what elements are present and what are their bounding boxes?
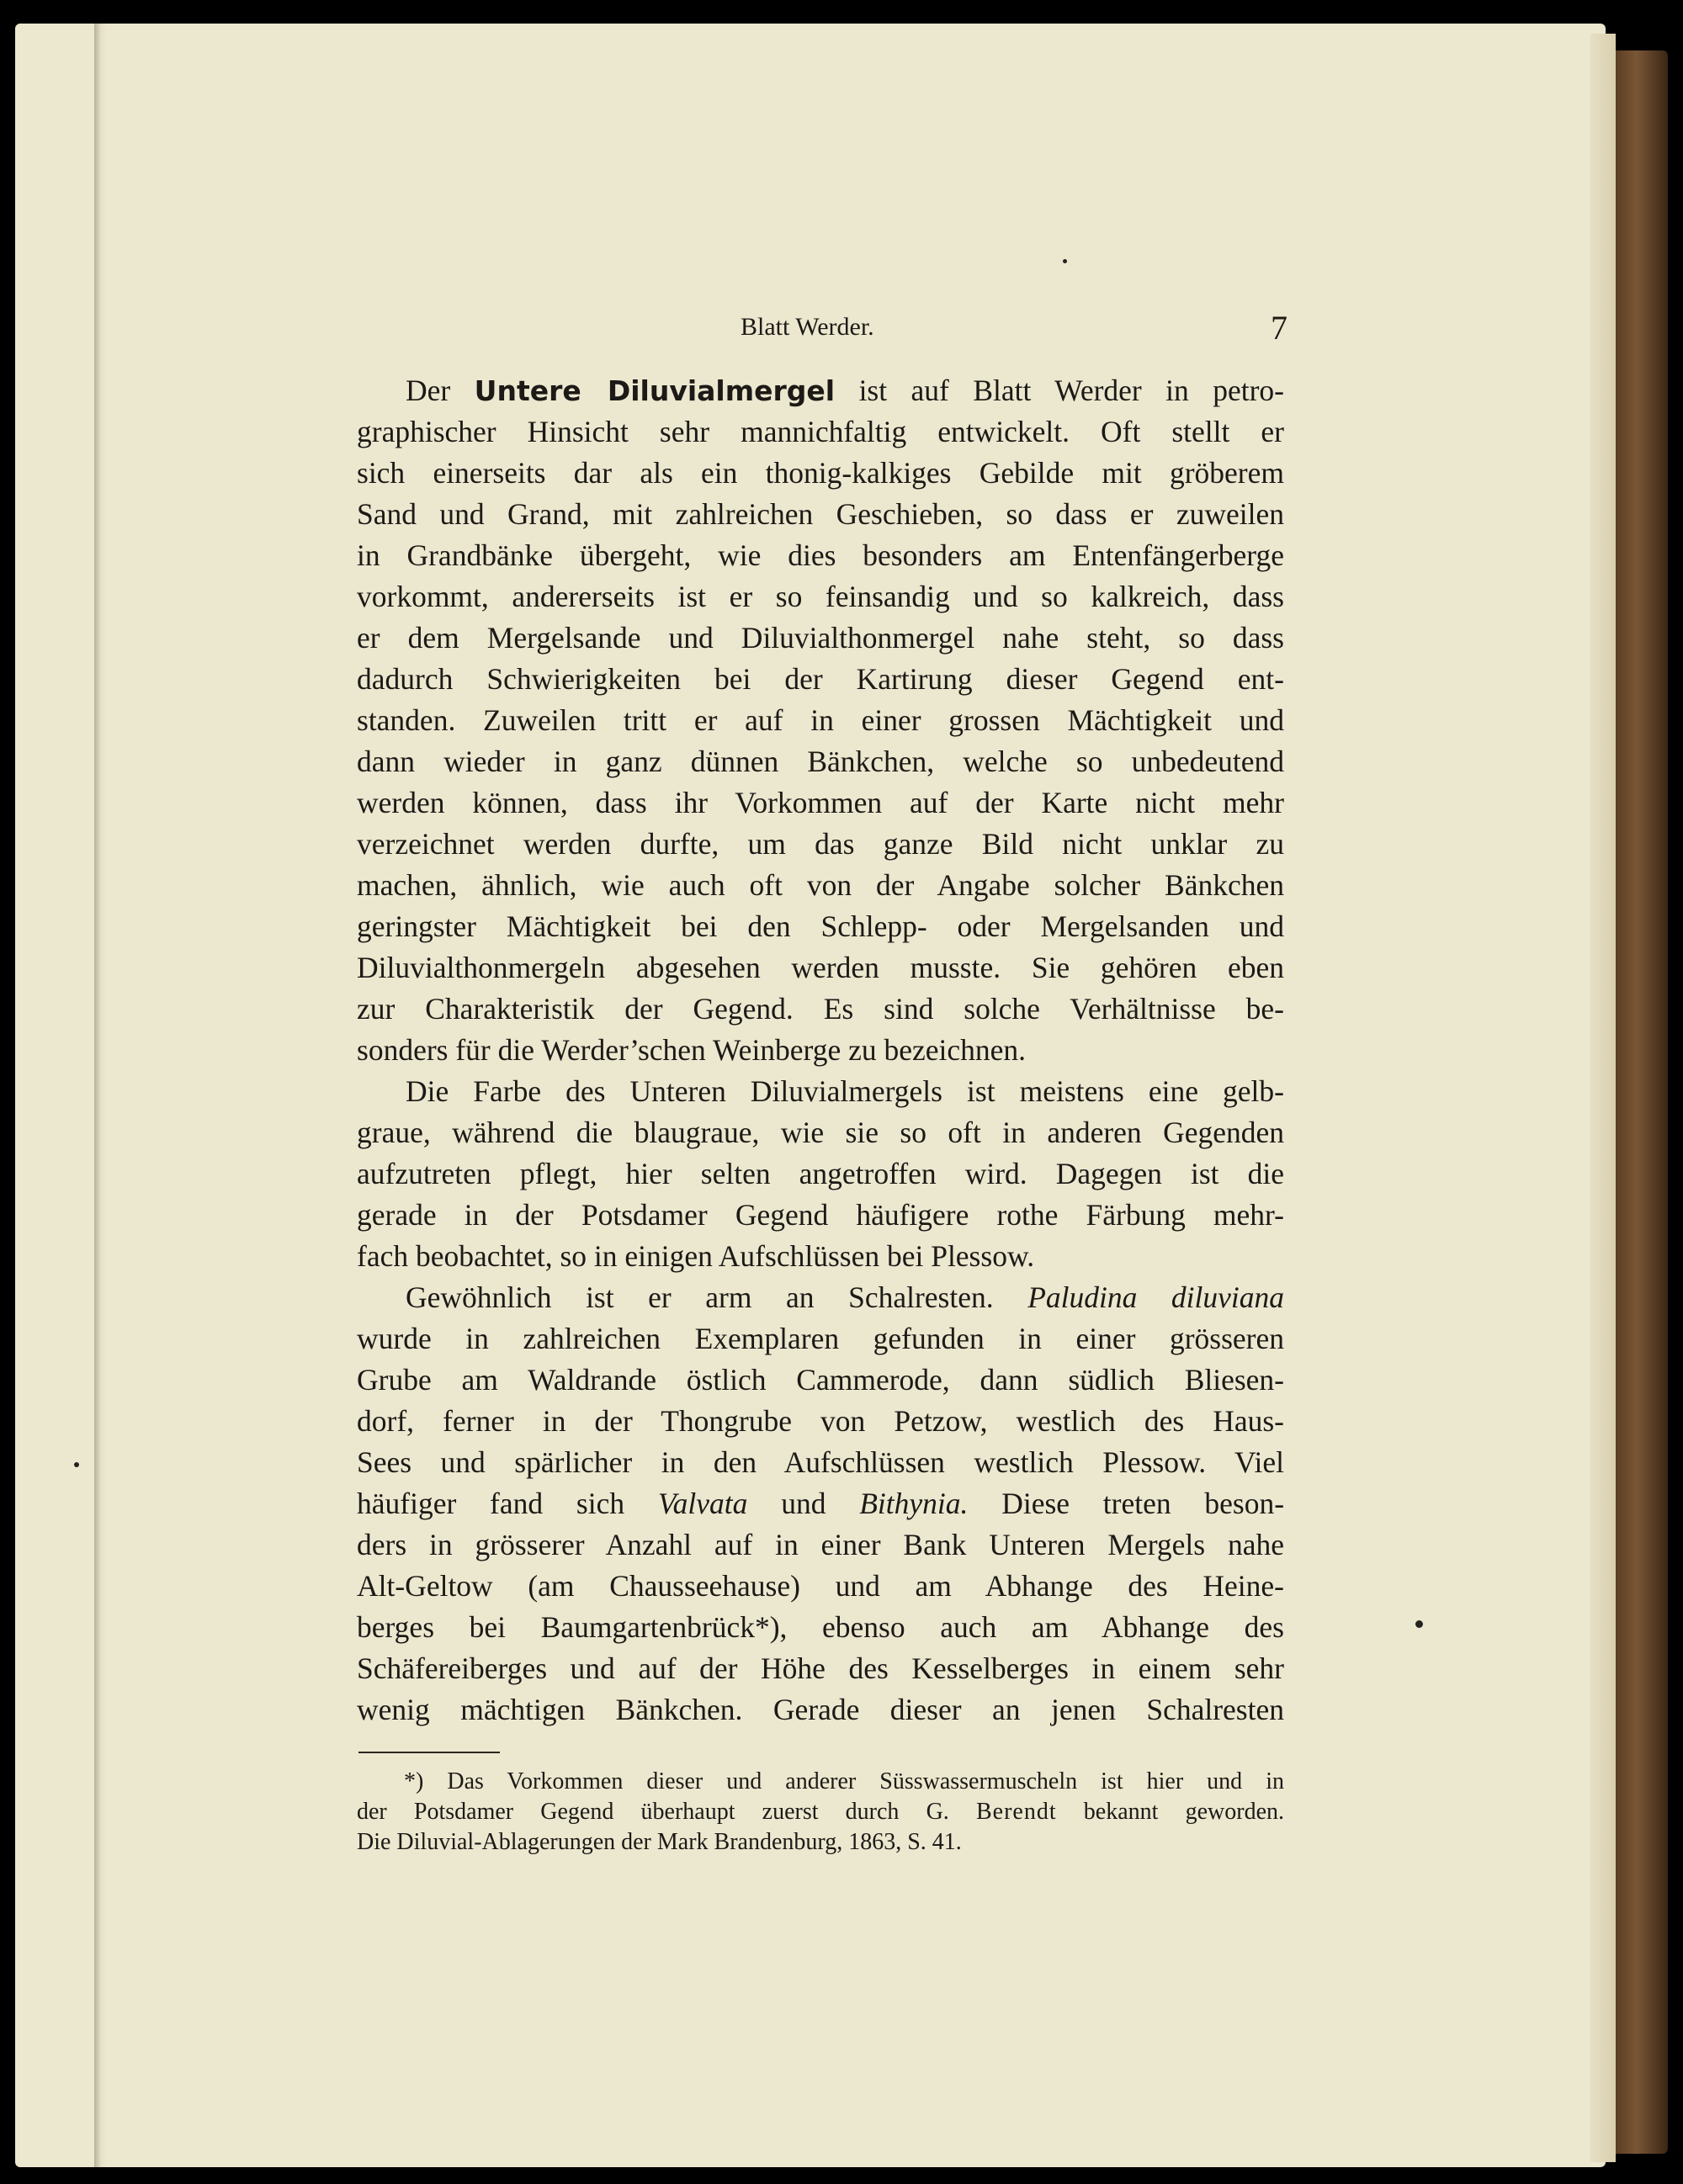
ink-speck — [74, 1462, 79, 1467]
paragraph-1-line: vorkommt, andererseits ist er so feinsandig und so kalkreich, dass — [357, 580, 1284, 613]
paragraph-1-line: werden können, dass ihr Vorkommen auf der Karte nicht mehr — [357, 786, 1284, 819]
paragraph-3-line: Gewöhnlich ist er arm an Schalresten. Paludina diluviana — [406, 1280, 1284, 1314]
running-head: Blatt Werder. — [741, 313, 874, 341]
ink-speck — [1415, 1620, 1423, 1628]
page-stack-edge — [1590, 34, 1616, 2162]
paragraph-1-line: graphischer Hinsicht sehr mannichfaltig entwickelt. Oft stellt er — [357, 415, 1284, 448]
footnote-line: Die Diluvial-Ablagerungen der Mark Brandenburg, 1863, S. 41. — [357, 1829, 962, 1855]
footnote-line: *) Das Vorkommen dieser und anderer Süsswassermuscheln ist hier und in — [404, 1768, 1284, 1794]
paragraph-3-line: wurde in zahlreichen Exemplaren gefunden in einer grösseren — [357, 1322, 1284, 1355]
book-cover-edge — [1616, 50, 1668, 2154]
paragraph-3-line: Schäfereiberges und auf der Höhe des Kesselberges in einem sehr — [357, 1651, 1284, 1685]
paragraph-1-line: machen, ähnlich, wie auch oft von der Angabe solcher Bänkchen — [357, 868, 1284, 902]
body-text — [357, 370, 1284, 1731]
paragraph-3-line: wenig mächtigen Bänkchen. Gerade dieser an jenen Schalresten — [357, 1693, 1284, 1726]
paragraph-1-line: sich einerseits dar als ein thonig-kalkiges Gebilde mit gröberem — [357, 456, 1284, 490]
paragraph-1-line: zur Charakteristik der Gegend. Es sind solche Verhältnisse be- — [357, 992, 1284, 1026]
footnote-line: der Potsdamer Gegend überhaupt zuerst durch G. Berendt bekannt geworden. — [357, 1799, 1284, 1825]
author-name: Berendt — [975, 1799, 1057, 1825]
paragraph-3-line: ders in grösserer Anzahl auf in einer Bank Unteren Mergels nahe — [357, 1528, 1284, 1561]
paragraph-3-line: häufiger fand sich Valvata und Bithynia. Diese treten beson- — [357, 1487, 1285, 1520]
paragraph-1-line: Diluvialthonmergeln abgesehen werden musste. Sie gehören eben — [357, 951, 1284, 984]
footnote — [357, 1767, 1284, 1858]
paragraph-1-line: Sand und Grand, mit zahlreichen Geschieben, so dass er zuweilen — [357, 497, 1284, 531]
paragraph-1-line: Der Untere Diluvialmergel ist auf Blatt Werder in petro- — [406, 374, 1285, 407]
paragraph-3-line: Grube am Waldrande östlich Cammerode, dann südlich Bliesen- — [357, 1363, 1284, 1397]
paragraph-3-line: berges bei Baumgartenbrück*), ebenso auch am Abhange des — [357, 1610, 1284, 1644]
footnote-separator — [358, 1752, 500, 1753]
paragraph-1-line: geringster Mächtigkeit bei den Schlepp- oder Mergelsanden und — [357, 909, 1284, 943]
paragraph-2-line: gerade in der Potsdamer Gegend häufigere rothe Färbung mehr- — [357, 1198, 1284, 1232]
paragraph-2-line: aufzutreten pflegt, hier selten angetroffen wird. Dagegen ist die — [357, 1157, 1284, 1190]
paragraph-3-line: dorf, ferner in der Thongrube von Petzow, westlich des Haus- — [357, 1404, 1284, 1438]
paragraph-1-line: in Grandbänke übergeht, wie dies besonders am Entenfängerberge — [357, 538, 1284, 572]
paragraph-1-line: dann wieder in ganz dünnen Bänkchen, welche so unbedeutend — [357, 745, 1284, 778]
paragraph-2-line: graue, während die blaugraue, wie sie so oft in anderen Gegenden — [357, 1116, 1284, 1149]
paragraph-1-line: dadurch Schwierigkeiten bei der Kartirung dieser Gegend ent- — [357, 662, 1284, 696]
paragraph-3-line: Sees und spärlicher in den Aufschlüssen westlich Plessow. Viel — [357, 1445, 1284, 1479]
genus-name: Valvata — [657, 1487, 748, 1520]
paragraph-2-line: Die Farbe des Unteren Diluvialmergels ist meistens eine gelb- — [406, 1074, 1284, 1108]
species-name: Paludina diluviana — [1027, 1280, 1284, 1314]
paragraph-1-line: sonders für die Werder’schen Weinberge zu bezeichnen. — [357, 1033, 1027, 1067]
genus-name: Bithynia. — [859, 1487, 969, 1520]
paragraph-1-line: standen. Zuweilen tritt er auf in einer grossen Mächtigkeit und — [357, 703, 1284, 737]
paragraph-1-line: er dem Mergelsande und Diluvialthonmergel nahe steht, so dass — [357, 621, 1284, 655]
page-number: 7 — [1271, 309, 1287, 347]
paragraph-2-line: fach beobachtet, so in einigen Aufschlüssen bei Plessow. — [357, 1239, 1035, 1273]
paragraph-3-line: Alt-Geltow (am Chausseehause) und am Abhange des Heine- — [357, 1569, 1284, 1603]
ink-speck — [1063, 259, 1067, 263]
page-gutter-shadow — [94, 24, 106, 2167]
paragraph-1-line: verzeichnet werden durfte, um das ganze Bild nicht unklar zu — [357, 827, 1284, 861]
page-header — [353, 309, 1287, 355]
emphasized-term: Untere Diluvialmergel — [474, 374, 836, 407]
